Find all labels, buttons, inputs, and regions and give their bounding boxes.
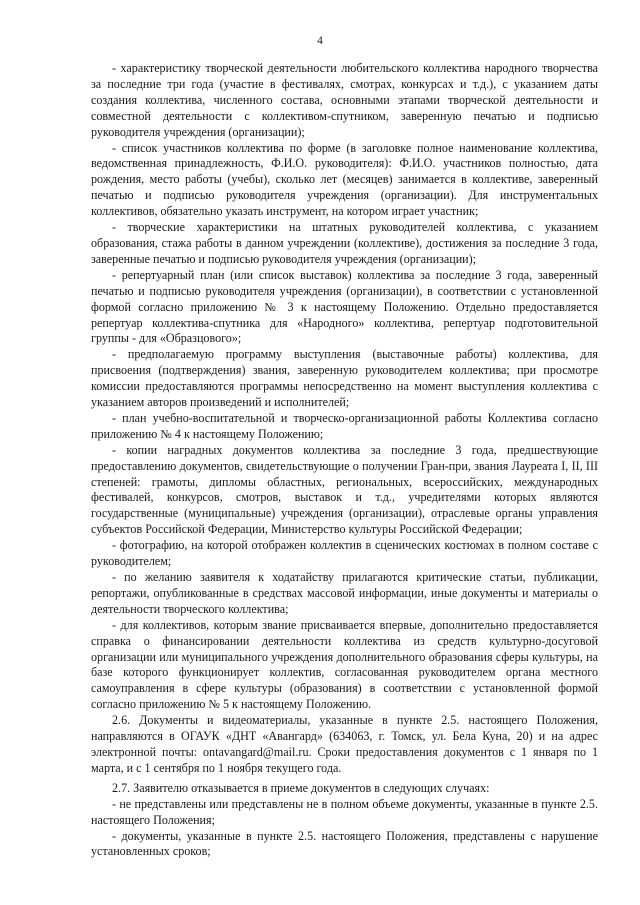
- paragraph-work-plan: - план учебно-воспитательной и творческо-организационной работы Коллектива согласно приложению № 4 к настоящему Положению;: [91, 410, 598, 441]
- paragraph-leader-characteristics: - творческие характеристики на штатных руководителей коллектива, с указанием образования, стажа работы в данном учреждении (коллективе), достижения за последние 3 года, заверенные печатью и подписью руководителя учреждения (организации);: [91, 220, 598, 266]
- paragraph-performance-program: - предполагаемую программу выступления (выставочные работы) коллектива, для присвоения (подтверждения) звания, заверенную руководителем коллектива; при просмотре комиссии предоставляются программы непосредственно на момент выступления коллектива с указанием авторов произведений и исполнителей;: [91, 347, 598, 410]
- paragraph-refusal-late: - документы, указанные в пункте 2.5. настоящего Положения, представлены с нарушение установленных сроков;: [91, 828, 598, 859]
- page-number: 4: [317, 35, 323, 47]
- paragraph-award-copies: - копии наградных документов коллектива за последние 3 года, предшествующие предоставлению документов, свидетельствующие о получении Гран-при, звания Лауреата I, II, III степеней: грамоты, дипломы областных, региональных, всероссийских, международных фестивалей, конкурсов, смотров, выставок и т.д., учредителями которых являются государственные (муниципальные) учреждения (организации), отраслевые органы управления субъектов Российской Федерации, Министерство культуры Российской Федерации;: [91, 442, 598, 537]
- paragraph-participants-list: - список участников коллектива по форме (в заголовке полное наименование коллектива, ведомственная принадлежность, Ф.И.О. руководителя): Ф.И.О. участников полностью, дата рождения, место работы (учебы), сколько лет (месяцев) занимается в коллективе, заверенный печатью и подписью руководителя учреждения (организации). Для инструментальных коллективов, обязательно указать инструмент, на котором играет участник;: [91, 140, 598, 219]
- paragraph-financing-certificate: - для коллективов, которым звание присваивается впервые, дополнительно предоставляется справка о финансировании деятельности коллектива из средств культурно-досуговой организации или муниципального учреждения дополнительного образования сферы культуры, на базе которого функционирует коллектив, согласованная руководителем органа местного самоуправления в сфере культуры (образования) в соответствии с установленной формой согласно приложению № 5 к настоящему Положению.: [91, 617, 598, 712]
- paragraph-photo: - фотографию, на которой отображен коллектив в сценических костюмах в полном составе с руководителем;: [91, 538, 598, 569]
- paragraph-2-6: 2.6. Документы и видеоматериалы, указанные в пункте 2.5. настоящего Положения, направляются в ОГАУК «ДНТ «Авангард» (634063, г. Томск, ул. Бела Куна, 20) и на адрес электронной почты: ontavangard@mail.ru. Сроки предоставления документов с 1 января по 1 марта, и с 1 сентября по 1 ноября текущего года.: [91, 713, 598, 775]
- paragraph-characteristics: - характеристику творческой деятельности любительского коллектива народного творчества за последние три года (участие в фестивалях, смотрах, конкурсах и т.д.), с указанием даты создания коллектива, численного состава, основными этапами творческой деятельности и совместной деятельности с коллективом-спутником, заверенную печатью и подписью руководителя учреждения (организации);: [91, 61, 598, 139]
- paragraph-press-materials: - по желанию заявителя к ходатайству прилагаются критические статьи, публикации, репортажи, опубликованные в средствах массовой информации, иные документы и материалы о деятельности творческого коллектива;: [91, 570, 598, 616]
- paragraph-2-7: 2.7. Заявителю отказывается в приеме документов в следующих случаях:: [112, 780, 490, 795]
- document-body: [91, 61, 598, 860]
- paragraph-repertoire-plan: - репертуарный план (или список выставок) коллектива за последние 3 года, заверенный печатью и подписью руководителя учреждения (организации), в соответствии с установленной формой согласно приложению № 3 к настоящему Положению. Отдельно предоставляется репертуар коллектива-спутника для «Народного» коллектива, репертуар подготовительной группы - для «Образцового»;: [91, 267, 598, 346]
- paragraph-refusal-incomplete: - не представлены или представлены не в полном объеме документы, указанные в пункте 2.5. настоящего Положения;: [91, 796, 598, 827]
